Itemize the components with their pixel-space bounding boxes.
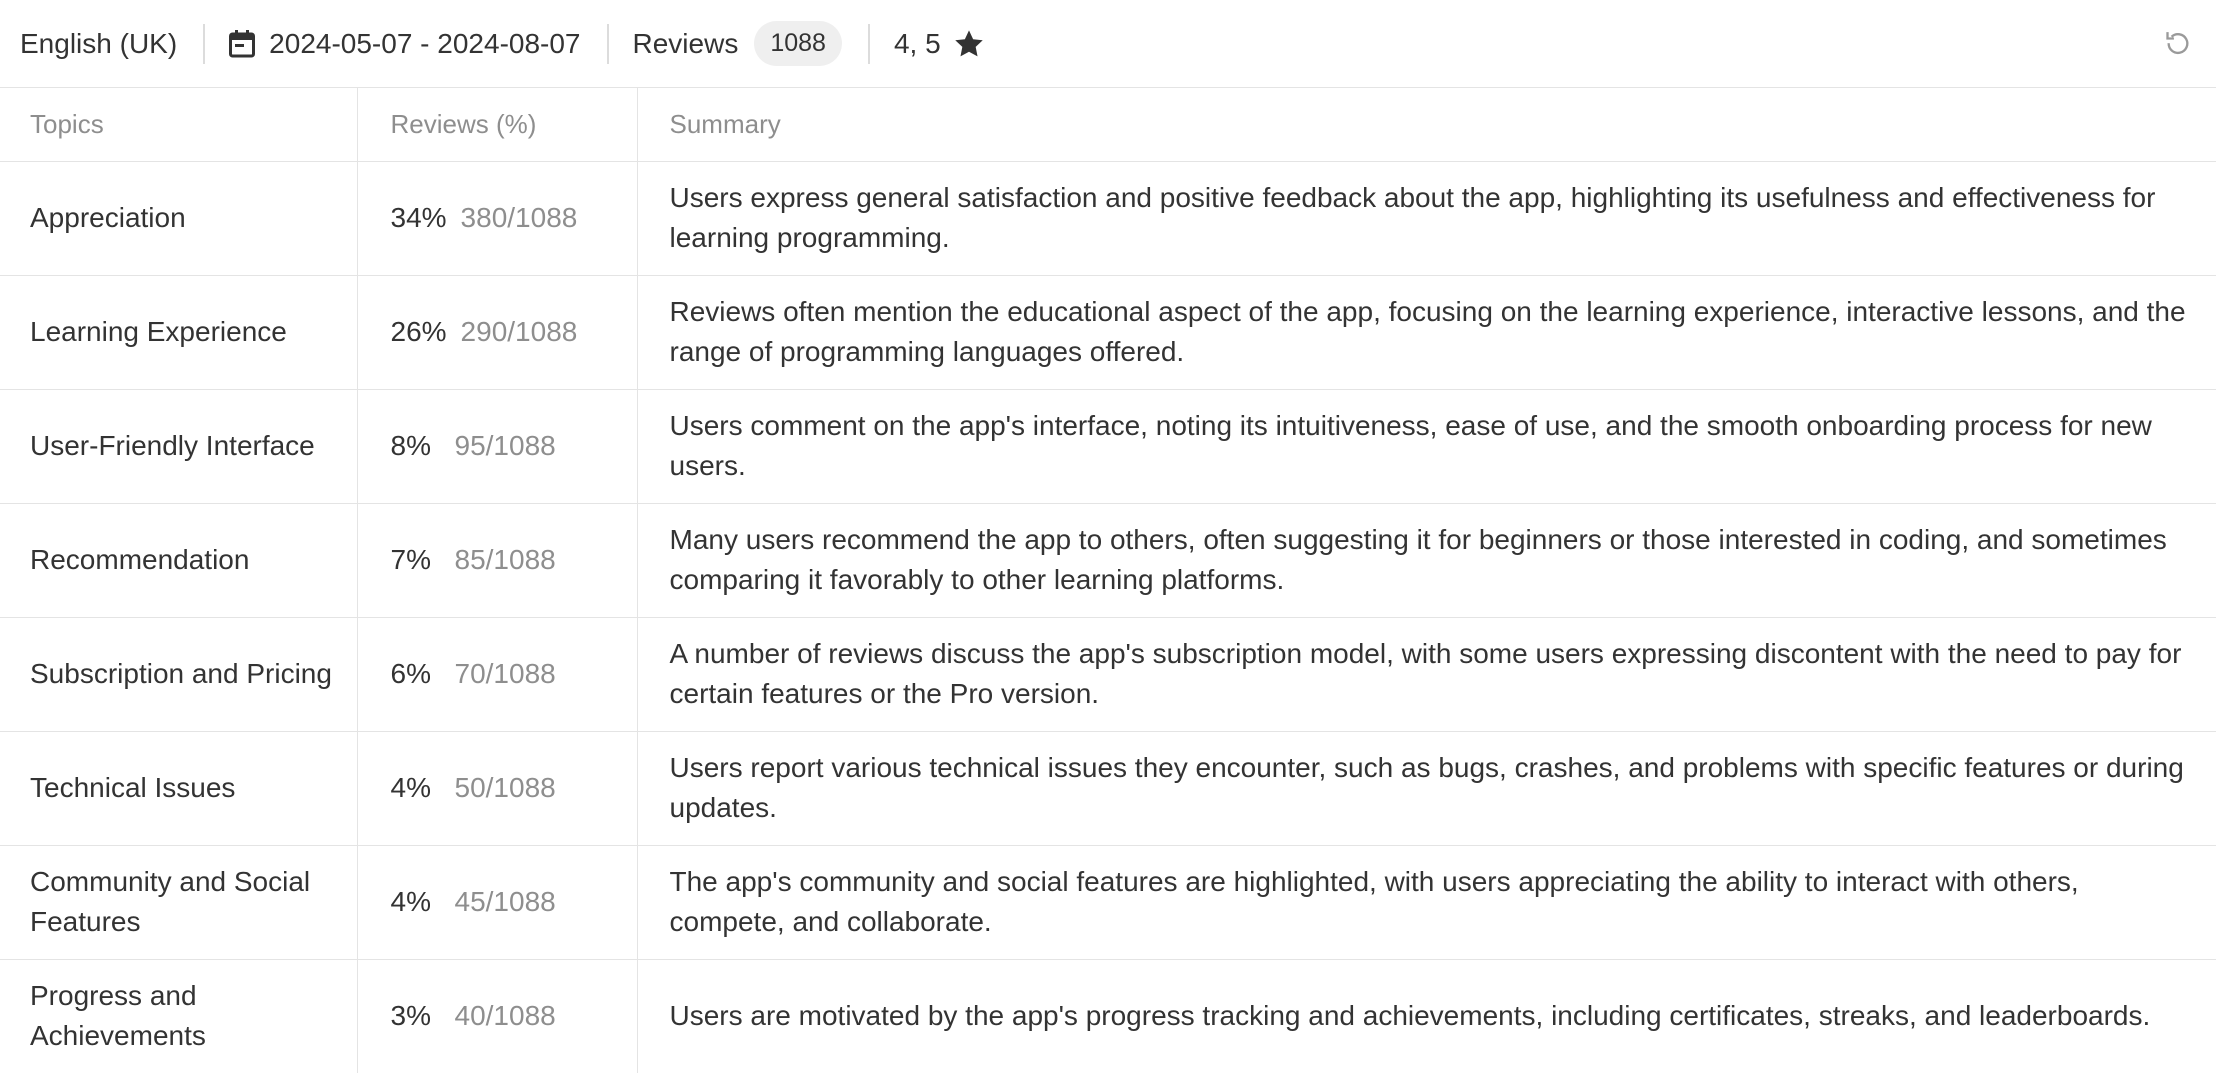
review-ratio: 95/1088	[454, 430, 556, 461]
review-ratio: 290/1088	[460, 316, 578, 347]
toolbar-divider	[203, 24, 205, 64]
review-ratio: 85/1088	[454, 544, 556, 575]
rating-filter[interactable]	[894, 28, 985, 60]
review-percent: 7%	[390, 544, 431, 575]
review-ratio: 70/1088	[454, 658, 556, 689]
topic-cell: Community and Social Features	[0, 845, 357, 959]
reviews-count-badge: 1088	[754, 21, 842, 66]
review-percent: 6%	[390, 658, 431, 689]
topic-cell: Appreciation	[0, 161, 357, 275]
reviews-cell	[357, 389, 637, 503]
review-percent: 8%	[390, 430, 431, 461]
column-header-reviews[interactable]: Reviews (%)	[357, 88, 637, 161]
reviews-cell	[357, 617, 637, 731]
toolbar-divider	[607, 24, 609, 64]
summary-cell: A number of reviews discuss the app's subscription model, with some users expressing discontent with the need to pay for certain features or the Pro version.	[637, 617, 2216, 731]
review-percent: 26%	[390, 316, 447, 347]
summary-cell: Users report various technical issues they encounter, such as bugs, crashes, and problems with specific features or during updates.	[637, 731, 2216, 845]
topic-cell: Subscription and Pricing	[0, 617, 357, 731]
reviews-cell	[357, 959, 637, 1073]
table-row[interactable]	[0, 731, 2216, 845]
table-header-row	[0, 88, 2216, 161]
summary-cell: Many users recommend the app to others, often suggesting it for beginners or those interested in coding, and sometimes comparing it favorably to other learning platforms.	[637, 503, 2216, 617]
review-ratio: 45/1088	[454, 886, 556, 917]
reviews-label: Reviews	[632, 27, 739, 59]
review-percent: 4%	[390, 772, 431, 803]
language-filter[interactable]: English (UK)	[20, 27, 178, 59]
table-row[interactable]	[0, 275, 2216, 389]
table-row[interactable]	[0, 959, 2216, 1073]
table-row[interactable]	[0, 161, 2216, 275]
table-row[interactable]	[0, 617, 2216, 731]
column-header-summary[interactable]: Summary	[637, 88, 2216, 161]
table-row[interactable]	[0, 389, 2216, 503]
reviews-cell	[357, 275, 637, 389]
reset-button[interactable]	[2158, 24, 2198, 64]
summary-cell: Users comment on the app's interface, noting its intuitiveness, ease of use, and the smooth onboarding process for new users.	[637, 389, 2216, 503]
summary-cell: Users express general satisfaction and positive feedback about the app, highlighting its usefulness and effectiveness for learning programming.	[637, 161, 2216, 275]
reset-icon	[2164, 28, 2192, 61]
reviews-cell	[357, 731, 637, 845]
review-ratio: 40/1088	[454, 1000, 556, 1032]
review-ratio: 380/1088	[460, 202, 578, 233]
topic-cell: Recommendation	[0, 503, 357, 617]
summary-cell: Reviews often mention the educational aspect of the app, focusing on the learning experience, interactive lessons, and the range of programming languages offered.	[637, 275, 2216, 389]
topic-cell: User-Friendly Interface	[0, 389, 357, 503]
calendar-icon	[229, 30, 255, 58]
topic-cell: Learning Experience	[0, 275, 357, 389]
rating-label: 4, 5	[893, 27, 941, 59]
filter-toolbar	[0, 0, 2216, 88]
column-header-topics[interactable]: Topics	[0, 88, 357, 161]
summary-cell: The app's community and social features are highlighted, with users appreciating the ability to interact with others, compete, and collaborate.	[637, 845, 2216, 959]
date-range-filter[interactable]	[229, 28, 580, 60]
reviews-cell	[357, 503, 637, 617]
reviews-filter[interactable]	[633, 21, 842, 66]
review-percent: 3%	[390, 1000, 431, 1032]
table-row[interactable]	[0, 845, 2216, 959]
topic-cell: Technical Issues	[0, 731, 357, 845]
reviews-cell	[357, 845, 637, 959]
review-percent: 34%	[390, 202, 447, 233]
review-percent: 4%	[390, 886, 431, 917]
topics-table	[0, 88, 2216, 1073]
topic-cell: Progress and Achievements	[30, 980, 206, 1052]
table-row[interactable]	[0, 503, 2216, 617]
review-ratio: 50/1088	[454, 772, 556, 803]
star-icon	[953, 28, 985, 60]
summary-cell: Users are motivated by the app's progress tracking and achievements, including certificates, streaks, and leaderboards.	[637, 959, 2216, 1073]
reviews-cell	[357, 161, 637, 275]
date-range-label: 2024-05-07 - 2024-08-07	[269, 27, 581, 59]
toolbar-divider	[868, 24, 870, 64]
